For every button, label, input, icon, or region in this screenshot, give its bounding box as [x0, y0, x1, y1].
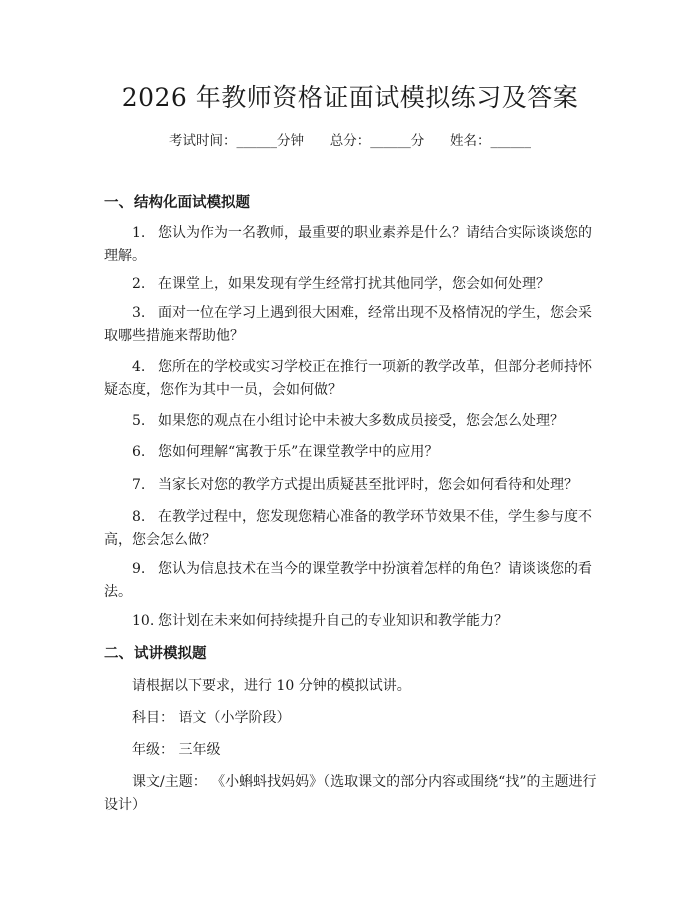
section-heading-structured	[104, 192, 250, 214]
question-number: 8.	[132, 509, 146, 525]
question-item	[104, 441, 598, 464]
question-number: 3.	[132, 305, 146, 321]
question-item	[104, 506, 598, 552]
question-number: 1.	[132, 225, 146, 241]
question-item	[104, 558, 598, 604]
page-title: 2026 年教师资格证面试模拟练习及答案	[121, 83, 579, 112]
question-number: 2.	[132, 276, 146, 292]
section-heading-trial-lecture	[104, 643, 207, 665]
question-number: 6.	[132, 444, 146, 460]
question-text: 如果您的观点在小组讨论中未被大多数成员接受，您会怎么处理？	[158, 413, 564, 429]
section-title: 试讲模拟题	[134, 645, 207, 662]
question-number: 4.	[132, 359, 146, 375]
trial-subject: 科目： 语文（小学阶段）	[132, 710, 291, 726]
section-number: 二、	[104, 645, 133, 662]
question-text: 在课堂上，如果发现有学生经常打扰其他同学，您会如何处理？	[158, 276, 550, 292]
question-item	[104, 273, 598, 296]
question-number: 10.	[132, 613, 155, 629]
question-item	[104, 302, 598, 348]
question-text: 您认为作为一名教师，最重要的职业素养是什么？请结合实际谈谈您的理解。	[104, 225, 592, 264]
exam-info-line: 考试时间：______分钟 总分：______分 姓名：______	[169, 133, 531, 149]
question-text: 在教学过程中，您发现您精心准备的教学环节效果不佳，学生参与度不高，您会怎么做？	[104, 509, 592, 548]
question-item	[104, 222, 598, 268]
question-item	[104, 410, 598, 433]
section-number: 一、	[104, 194, 133, 211]
question-number: 5.	[132, 413, 146, 429]
question-text: 面对一位在学习上遇到很大困难，经常出现不及格情况的学生，您会采取哪些措施来帮助他？	[104, 305, 592, 344]
question-number: 7.	[132, 477, 146, 493]
section-title: 结构化面试模拟题	[134, 194, 250, 211]
question-item	[104, 610, 598, 633]
question-text: 您计划在未来如何持续提升自己的专业知识和教学能力？	[158, 613, 508, 629]
question-text: 当家长对您的教学方式提出质疑甚至批评时，您会如何看待和处理？	[158, 477, 578, 493]
trial-intro: 请根据以下要求，进行 10 分钟的模拟试讲。	[132, 678, 411, 694]
question-number: 9.	[132, 561, 146, 577]
question-text: 您所在的学校或实习学校正在推行一项新的教学改革，但部分老师持怀疑态度，您作为其中一员，会如何做？	[104, 359, 592, 398]
question-item	[104, 356, 598, 402]
question-text: 您认为信息技术在当今的课堂教学中扮演着怎样的角色？请谈谈您的看法。	[104, 561, 592, 600]
trial-grade: 年级： 三年级	[132, 742, 221, 758]
question-text: 您如何理解“寓教于乐”在课堂教学中的应用？	[158, 444, 439, 460]
question-item	[104, 474, 598, 497]
trial-topic: 课文/主题： 《小蝌蚪找妈妈》（选取课文的部分内容或围绕“找”的主题进行设计）	[104, 774, 597, 813]
